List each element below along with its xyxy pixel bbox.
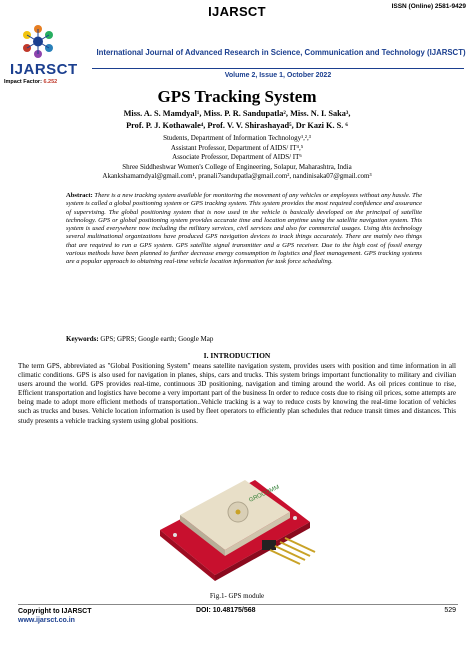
keywords — [66, 335, 422, 343]
introduction-text: The term GPS, abbreviated as "Global Positioning System" means satellite navigation system, provides users with position and time information in all climatic conditions. GPS is also used for navigation in planes, ships, cars and trucks. This system brings important functionality to military and civilian users around the world. GPS provides real-time, continuous 3D positioning, navigation and timing around the world. As oil prices continue to rise, Efficient transportation and logistics have become a very important part of the business In order to reduce costs due to rising oil prices, some attempts are being made to adopt more efficient methods of transportation..Vehicle tracking is a way to reduce costs by knowing the real-time location of vehicles such as trucks and buses. Vehicle location information is used by fleet operators to efficiently plan schedules that reduce transit times and distances. This study presents a vehicle tracking system using global positions. — [18, 362, 456, 425]
header-divider — [92, 68, 464, 69]
affiliation-line-1: Students, Department of Information Technology¹,²,³ — [163, 134, 311, 142]
journal-name: International Journal of Advanced Research in Science, Communication and Technology (IJARSCT) — [96, 48, 466, 57]
footer-copyright — [18, 607, 92, 625]
header-bar — [0, 0, 474, 22]
journal-logo — [4, 23, 84, 85]
doi: DOI: 10.48175/568 — [196, 607, 256, 614]
gps-module-figure — [150, 460, 320, 585]
abstract — [66, 192, 422, 267]
figure-caption: Fig.1- GPS module — [209, 592, 265, 600]
paper-title: GPS Tracking System — [157, 87, 317, 106]
impact-factor — [4, 79, 57, 85]
authors-line-1: Miss. A. S. Mamdyal¹, Miss. P. R. Sandupatla², Miss. N. I. Saka³, — [123, 109, 351, 118]
issn: ISSN (Online) 2581-9429 — [391, 3, 466, 10]
page-number: 529 — [444, 607, 456, 614]
authors — [60, 108, 414, 132]
impact-value: 6.252 — [43, 79, 58, 85]
authors-line-2: Prof. P. J. Kothawale⁴, Prof. V. V. Shirashayad⁵, Dr Kazi K. S. ⁶ — [126, 121, 348, 130]
journal-url-link[interactable]: www.ijarsct.co.in — [18, 617, 75, 624]
footer-divider — [18, 604, 458, 605]
logo-icon — [18, 23, 58, 61]
affiliations — [40, 134, 434, 182]
module-brand-label: GROCOMM — [248, 484, 281, 504]
affiliation-line-4: Shree Siddheshwar Women's College of Engineering, Solapur, Maharashtra, India — [122, 162, 352, 171]
impact-label: Impact Factor: — [4, 79, 42, 85]
copyright-text: Copyright to IJARSCT — [18, 608, 92, 615]
affiliation-line-2: Assistant Professor, Department of AIDS/ IT⁴,⁵ — [170, 143, 304, 152]
journal-short-title: IJARSCT — [208, 4, 266, 19]
keywords-text: GPS; GPRS; Google earth; Google Map — [100, 335, 214, 343]
section-heading-introduction: I. INTRODUCTION — [203, 351, 271, 360]
keywords-label: Keywords: — [66, 335, 99, 343]
abstract-text: There is a new tracking system available for monitoring the movement of any vehicles or employees without any hassle. The system is called a global positioning system or GPS tracking system. This system provides the most required confidence and assurance of supervising. The global positioning system that is now used in the vehicle is basically developed on the principal of satellite technology. GPS or global positioning system provides accurate time and location anytime using the satellite navigation system. This system is used everywhere now including the military services, civil services and also for commercial usages. Using this technology several multinational organizations have produced GPS navigation devices to track things accurately. There are mainly two things that are required to run a GPS system. GPS satellite signal transmitter and a GPS receiver. Due to the high cost of fossil energy various methods have been planned to further decrease energy consumption in logistics and fleet management. GPS tracking systems are a popular approach to obtaining real-time vehicle location information for task force scheduling. — [66, 192, 422, 266]
volume-issue: Volume 2, Issue 1, October 2022 — [224, 72, 332, 79]
affiliation-emails: Akankshamamdyal@gmail.com¹, pranali7sandupatla@gmail.com², nandinisaka07@gmail.com³ — [102, 172, 372, 181]
affiliation-line-3: Associate Professor, Department of AIDS/ IT⁶ — [172, 153, 302, 162]
gps-module-image — [150, 460, 320, 585]
logo-text: IJARSCT — [10, 61, 78, 78]
abstract-label: Abstract: — [66, 192, 93, 199]
